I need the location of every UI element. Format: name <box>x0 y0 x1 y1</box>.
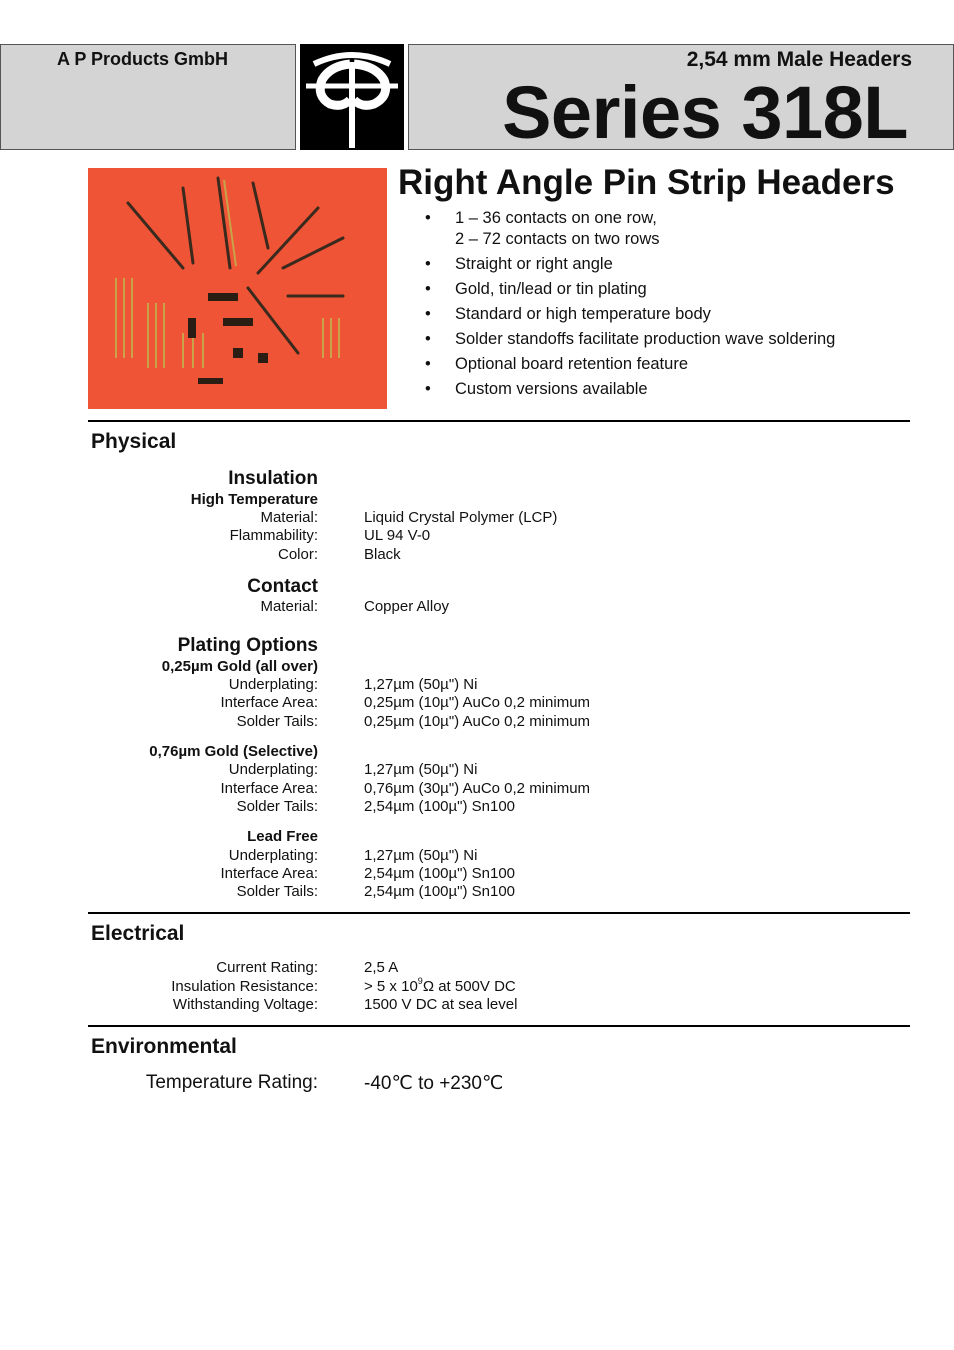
section-divider <box>88 420 910 422</box>
spec-value: 2,54µm (100µ") Sn100 <box>364 883 516 900</box>
spec-value: 2,54µm (100µ") Sn100 <box>364 798 516 815</box>
section-divider <box>88 1025 910 1027</box>
list-item: • Straight or right angle <box>425 254 835 275</box>
feature-list <box>425 208 835 404</box>
ap-logo <box>300 44 404 150</box>
list-item: • Solder standoffs facilitate production wave soldering <box>425 329 835 350</box>
plating-heading: Plating Options <box>177 635 318 656</box>
product-photo <box>88 168 387 409</box>
spec-label: Underplating: <box>228 676 318 693</box>
spec-value: 2,54µm (100µ") Sn100 <box>364 865 516 882</box>
spec-label: Flammability: <box>229 527 318 544</box>
spec-value: 2,5 A <box>364 959 399 976</box>
list-item: • Standard or high temperature body <box>425 304 835 325</box>
section-title-physical: Physical <box>91 430 177 453</box>
plating-group-name: Lead Free <box>247 828 318 845</box>
spec-value: 1,27µm (50µ") Ni <box>364 761 478 778</box>
spec-value: 0,25µm (10µ") AuCo 0,2 minimum <box>364 713 591 730</box>
spec-label: Material: <box>260 509 318 526</box>
spec-value: Liquid Crystal Polymer (LCP) <box>364 509 558 526</box>
spec-value: 1,27µm (50µ") Ni <box>364 676 478 693</box>
plating-group-name: 0,25µm Gold (all over) <box>161 658 318 675</box>
spec-label: Color: <box>277 546 318 563</box>
spec-label: Solder Tails: <box>236 798 318 815</box>
spec-value: 0,25µm (10µ") AuCo 0,2 minimum <box>364 694 591 711</box>
product-headline: Right Angle Pin Strip Headers <box>398 163 895 202</box>
spec-value: 1500 V DC at sea level <box>364 996 518 1013</box>
section-title-electrical: Electrical <box>91 922 185 945</box>
spec-label: Withstanding Voltage: <box>172 996 318 1013</box>
list-item: • Gold, tin/lead or tin plating <box>425 279 835 300</box>
spec-value: Copper Alloy <box>364 598 450 615</box>
spec-label: Underplating: <box>228 761 318 778</box>
plating-group-name: 0,76µm Gold (Selective) <box>149 743 318 760</box>
spec-label: Material: <box>260 598 318 615</box>
list-item: • 1 – 36 contacts on one row, 2 – 72 contacts on two rows <box>425 208 835 250</box>
spec-label: Underplating: <box>228 847 318 864</box>
spec-label: Solder Tails: <box>236 713 318 730</box>
spec-label: Interface Area: <box>220 694 318 711</box>
series-title: Series 318L <box>502 71 908 154</box>
spec-label: Temperature Rating: <box>145 1072 318 1093</box>
product-subtitle: 2,54 mm Male Headers <box>686 48 912 71</box>
spec-value: 1,27µm (50µ") Ni <box>364 847 478 864</box>
insulation-subheading: High Temperature <box>190 491 318 508</box>
spec-value: 0,76µm (30µ") AuCo 0,2 minimum <box>364 780 591 797</box>
contact-heading: Contact <box>247 576 318 597</box>
insulation-heading: Insulation <box>228 468 318 489</box>
spec-value: > 5 x $10^9\Omega$ at 500V DC <box>364 976 516 995</box>
list-item: • Optional board retention feature <box>425 354 835 375</box>
list-item: • Custom versions available <box>425 379 835 400</box>
spec-label: Interface Area: <box>220 780 318 797</box>
company-name: A P Products GmbH <box>57 49 229 69</box>
spec-label: Interface Area: <box>220 865 318 882</box>
spec-value: Black <box>364 546 401 563</box>
section-title-environmental: Environmental <box>91 1035 237 1058</box>
spec-value: UL 94 V-0 <box>364 527 431 544</box>
spec-label: Solder Tails: <box>236 883 318 900</box>
spec-label: Insulation Resistance: <box>171 978 318 995</box>
spec-value: -40℃ to +230℃ <box>364 1073 504 1094</box>
section-divider <box>88 912 910 914</box>
spec-label: Current Rating: <box>216 959 318 976</box>
